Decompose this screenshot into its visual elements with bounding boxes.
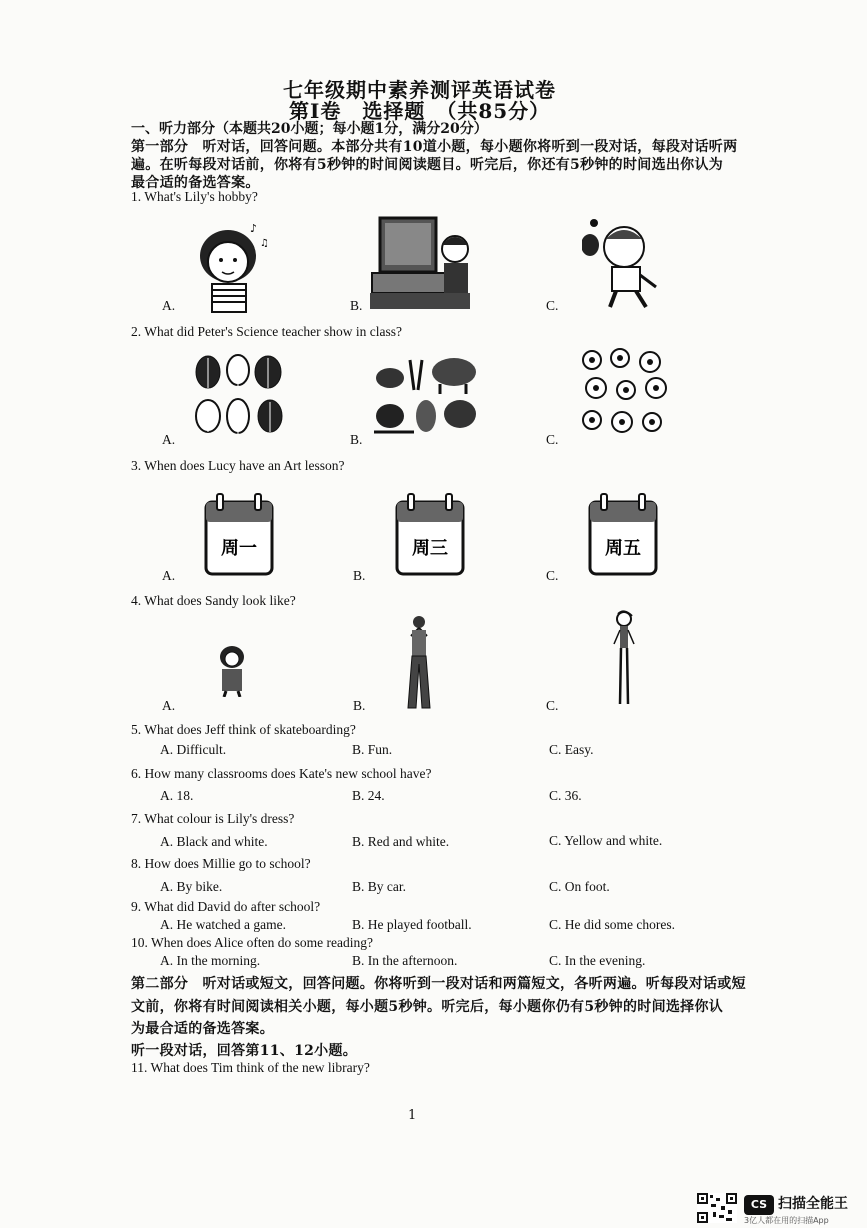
question-text: 4. What does Sandy look like? xyxy=(131,593,296,608)
calendar-image xyxy=(394,490,466,578)
instructions-line: 听一段对话，回答第11、12小题。 xyxy=(131,1043,358,1059)
instructions-line: 遍。在听每段对话前，你将有5秒钟的时间阅读题目。听完后，你还有5秒钟的时间选出你认为 xyxy=(131,157,724,173)
option-label[interactable]: A. xyxy=(162,298,176,313)
option-c[interactable]: C. Yellow and white. xyxy=(549,833,663,848)
option-label[interactable]: B. xyxy=(350,298,363,313)
option-label[interactable]: A. xyxy=(162,568,176,583)
calendar-day-label: 周一 xyxy=(221,538,257,559)
question-text: 7. What colour is Lily's dress? xyxy=(131,811,295,826)
option-b[interactable]: B. Fun. xyxy=(352,742,393,757)
option-a[interactable]: A. By bike. xyxy=(160,879,223,894)
option-c[interactable]: C. On foot. xyxy=(549,879,610,894)
flowers-image xyxy=(578,348,678,443)
instructions-line: 文前，你将有时间阅读相关小题，每小题5秒钟。听完后，每小题你仍有5秒钟的时间选择你认 xyxy=(131,999,724,1015)
question-text: 10. When does Alice often do some reading? xyxy=(131,935,373,950)
calendar-image xyxy=(587,490,659,578)
option-b[interactable]: B. By car. xyxy=(352,879,406,894)
animals-image xyxy=(370,350,480,440)
section-heading: 一、听力部分（本题共20小题；每小题1分，满分20分） xyxy=(131,121,488,137)
option-a[interactable]: A. He watched a game. xyxy=(160,917,286,932)
short-girl-image xyxy=(214,645,250,697)
tall-girl-image xyxy=(403,614,433,710)
option-c[interactable]: C. Easy. xyxy=(549,742,594,757)
brand-name: 扫描全能王 xyxy=(778,1196,848,1212)
svg-text:♪: ♪ xyxy=(250,222,258,235)
instructions-line: 为最合适的备选答案。 xyxy=(131,1021,274,1037)
option-b[interactable]: B. 24. xyxy=(352,788,385,803)
option-c[interactable]: C. He did some chores. xyxy=(549,917,675,932)
option-label[interactable]: C. xyxy=(546,698,559,713)
girl-listening-music-image xyxy=(190,218,270,313)
svg-text:♫: ♫ xyxy=(260,238,269,249)
option-b[interactable]: B. In the afternoon. xyxy=(352,953,458,968)
option-a[interactable]: A. 18. xyxy=(160,788,194,803)
page-title: 七年级期中素养测评英语试卷 xyxy=(283,78,556,102)
boy-ping-pong-image xyxy=(582,215,672,310)
question-text: 8. How does Millie go to school? xyxy=(131,856,311,871)
calendar-image xyxy=(203,490,275,578)
option-label[interactable]: B. xyxy=(353,568,366,583)
option-a[interactable]: A. In the morning. xyxy=(160,953,261,968)
qr-code-image xyxy=(697,1193,737,1223)
option-label[interactable]: B. xyxy=(350,432,363,447)
option-b[interactable]: B. Red and white. xyxy=(352,834,450,849)
option-a[interactable]: A. Black and white. xyxy=(160,834,268,849)
instructions-line: 第二部分 听对话或短文，回答问题。你将听到一段对话和两篇短文，各听两遍。听每段对话或短 xyxy=(131,976,746,992)
option-label[interactable]: A. xyxy=(162,698,176,713)
option-label[interactable]: A. xyxy=(162,432,176,447)
option-b[interactable]: B. He played football. xyxy=(352,917,472,932)
question-text: 6. How many classrooms does Kate's new school have? xyxy=(131,766,432,781)
option-c[interactable]: C. 36. xyxy=(549,788,582,803)
option-label[interactable]: C. xyxy=(546,298,559,313)
question-text: 2. What did Peter's Science teacher show in class? xyxy=(131,324,402,339)
brand-tagline: 3亿人都在用的扫描App xyxy=(744,1216,829,1225)
thin-girl-image xyxy=(610,610,640,706)
option-label[interactable]: C. xyxy=(546,568,559,583)
question-text: 5. What does Jeff think of skateboarding? xyxy=(131,722,356,737)
option-a[interactable]: A. Difficult. xyxy=(160,742,227,757)
page-number: 1 xyxy=(408,1108,417,1123)
question-text: 3. When does Lucy have an Art lesson? xyxy=(131,458,345,473)
leaves-image xyxy=(190,352,290,442)
camscanner-logo: CS xyxy=(744,1195,774,1215)
instructions-line: 第一部分 听对话，回答问题。本部分共有10道小题，每小题你将听到一段对话，每段对话听两 xyxy=(131,139,738,155)
page-subtitle: 第Ⅰ卷 选择题 （共85分） xyxy=(289,99,551,123)
boy-computer-image xyxy=(370,213,480,313)
option-label[interactable]: C. xyxy=(546,432,559,447)
instructions-line: 最合适的备选答案。 xyxy=(131,175,260,191)
calendar-day-label: 周三 xyxy=(412,538,448,559)
question-text: 11. What does Tim think of the new library? xyxy=(131,1060,370,1075)
question-text: 1. What's Lily's hobby? xyxy=(131,189,258,204)
question-text: 9. What did David do after school? xyxy=(131,899,321,914)
calendar-day-label: 周五 xyxy=(605,538,641,559)
option-c[interactable]: C. In the evening. xyxy=(549,953,646,968)
option-label[interactable]: B. xyxy=(353,698,366,713)
